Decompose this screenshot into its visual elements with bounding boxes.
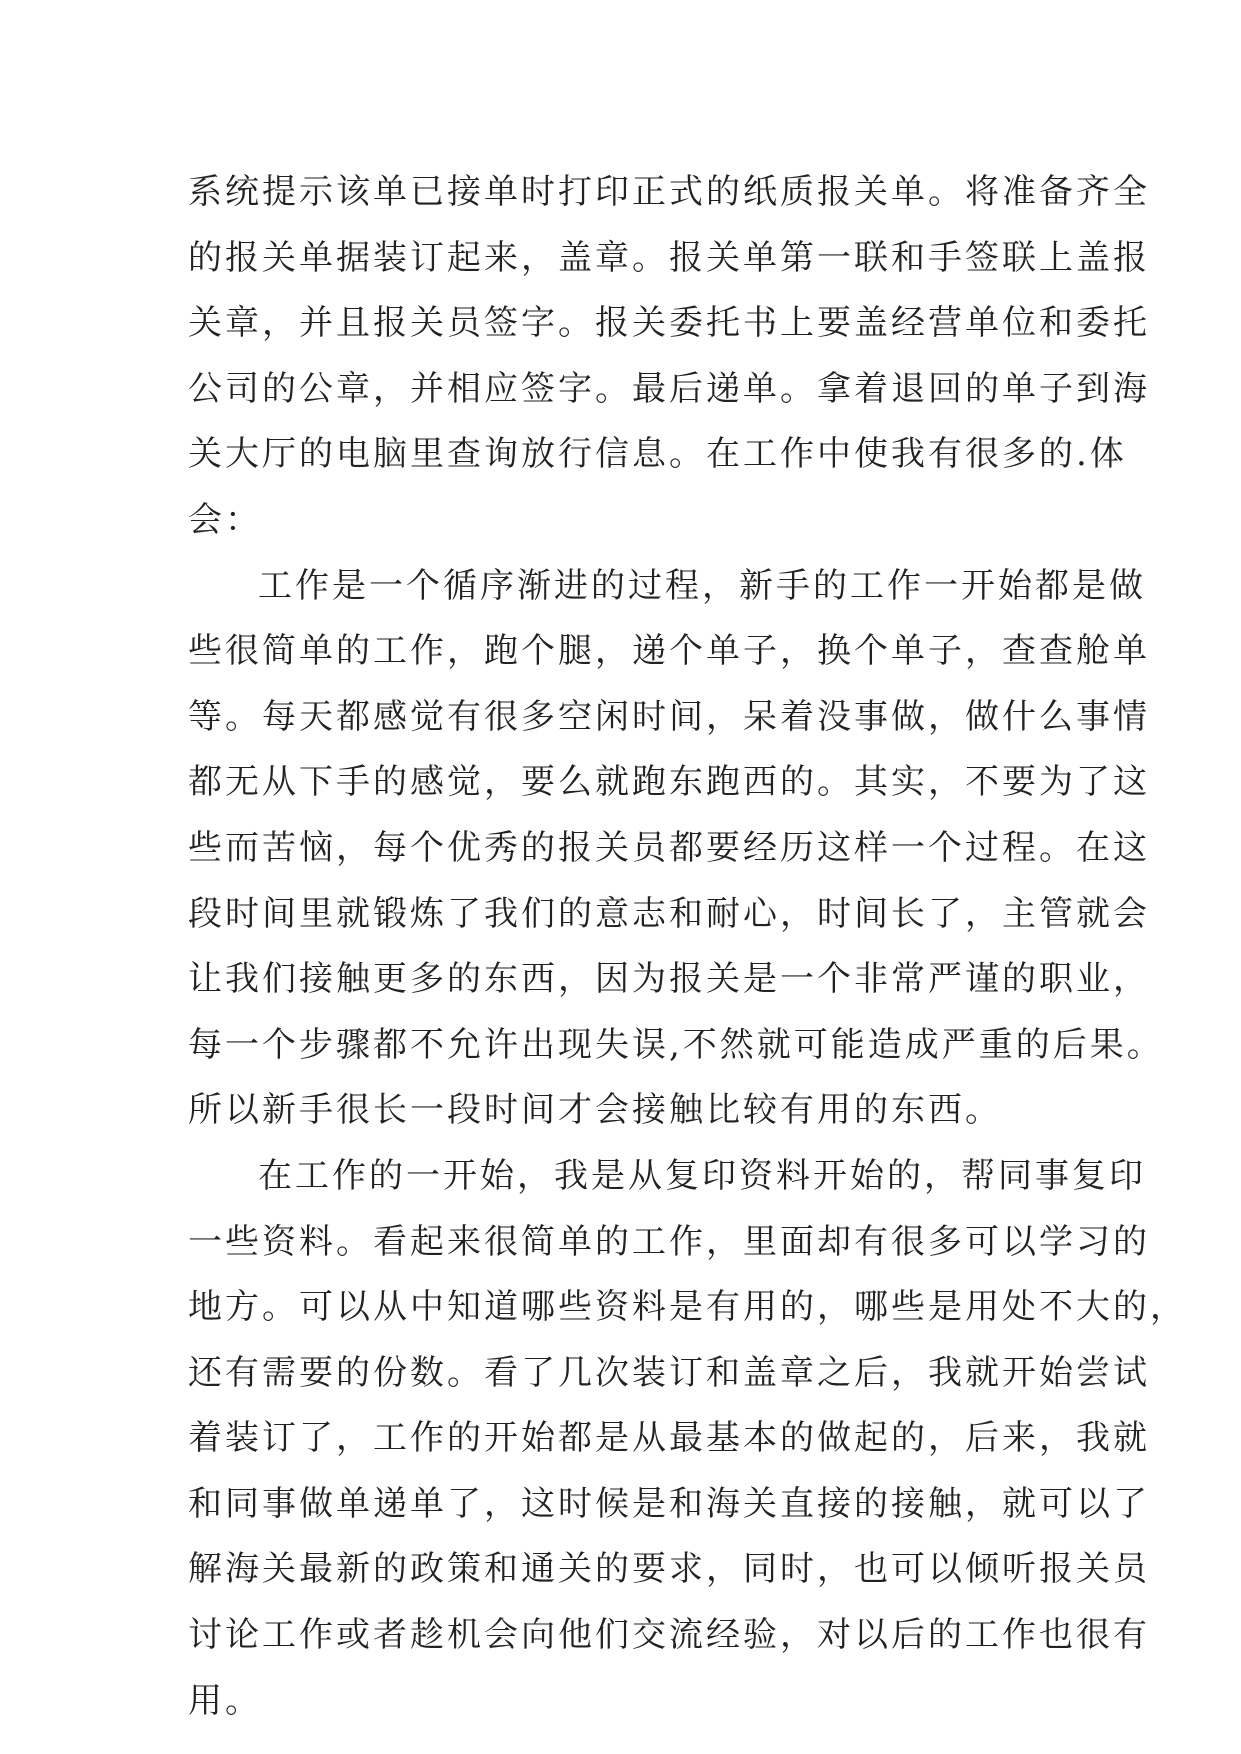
- text-line: 等。每天都感觉有很多空闲时间，呆着没事做，做什么事情: [188, 696, 1150, 737]
- text-line: 还有需要的份数。看了几次装订和盖章之后，我就开始尝试: [188, 1352, 1150, 1393]
- text-line: 会：: [188, 499, 262, 540]
- text-line: 都无从下手的感觉，要么就跑东跑西的。其实，不要为了这: [188, 762, 1150, 803]
- text-line: 每一个步骤都不允许出现失误,不然就可能造成严重的后果。: [188, 1024, 1164, 1065]
- paragraph-1: [188, 160, 1150, 554]
- text-line: 关章，并且报关员签字。报关委托书上要盖经营单位和委托: [188, 303, 1150, 344]
- text-line: 关大厅的电脑里查询放行信息。在工作中使我有很多的.体: [188, 434, 1127, 475]
- text-line: 让我们接触更多的东西，因为报关是一个非常严谨的职业，: [188, 959, 1150, 1000]
- text-line: 的报关单据装订起来，盖章。报关单第一联和手签联上盖报: [188, 237, 1150, 278]
- body-text: [188, 160, 1187, 1734]
- text-line: 和同事做单递单了，这时候是和海关直接的接触，就可以了: [188, 1483, 1150, 1524]
- text-line: 系统提示该单已接单时打印正式的纸质报关单。将准备齐全: [188, 172, 1150, 212]
- text-line: 段时间里就锻炼了我们的意志和耐心，时间长了，主管就会: [188, 893, 1150, 934]
- text-line: 些很简单的工作，跑个腿，递个单子，换个单子，查查舱单: [188, 631, 1150, 672]
- text-line: 讨论工作或者趁机会向他们交流经验，对以后的工作也很有: [188, 1615, 1150, 1656]
- text-line: 在工作的一开始，我是从复印资料开始的，帮同事复印: [258, 1155, 1146, 1196]
- text-line: 解海关最新的政策和通关的要求，同时，也可以倾听报关员: [188, 1549, 1150, 1590]
- text-line: 所以新手很长一段时间才会接触比较有用的东西。: [188, 1090, 1002, 1131]
- text-line: 着装订了，工作的开始都是从最基本的做起的，后来，我就: [188, 1418, 1150, 1459]
- paragraph-3: [188, 1144, 1187, 1734]
- text-line: 一些资料。看起来很简单的工作，里面却有很多可以学习的: [188, 1221, 1150, 1262]
- text-line: 公司的公章，并相应签字。最后递单。拿着退回的单子到海: [188, 368, 1150, 409]
- paragraph-2: [188, 554, 1164, 1144]
- text-line: 用。: [188, 1680, 262, 1721]
- text-line: 地方。可以从中知道哪些资料是有用的，哪些是用处不大的，: [188, 1287, 1187, 1328]
- text-line: 工作是一个循序渐进的过程，新手的工作一开始都是做: [258, 565, 1146, 606]
- text-line: 些而苦恼，每个优秀的报关员都要经历这样一个过程。在这: [188, 827, 1150, 868]
